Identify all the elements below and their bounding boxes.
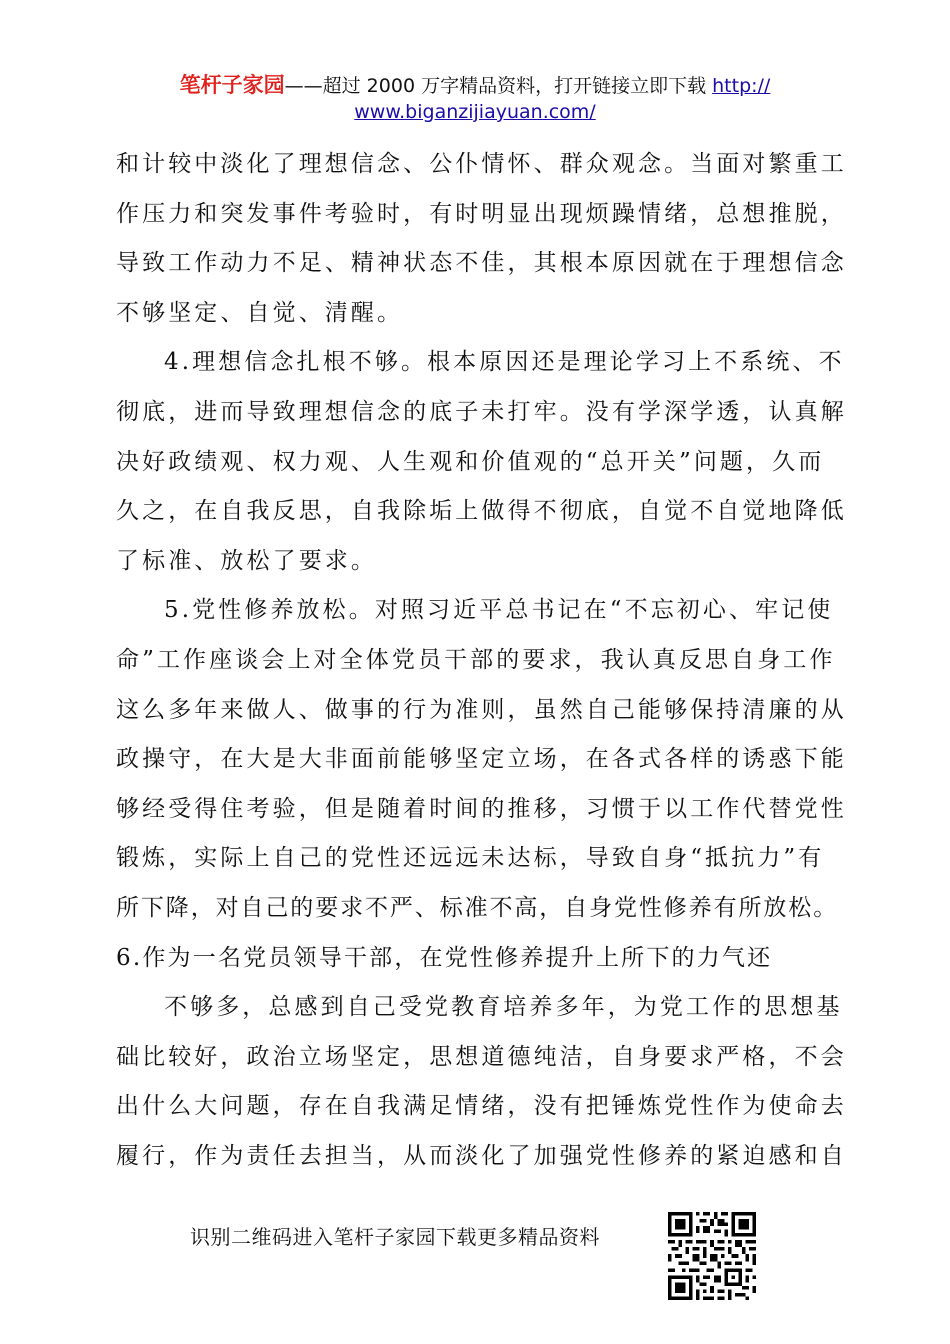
paragraph-line: 了标准、放松了要求。 bbox=[116, 547, 377, 574]
paragraph-line: 政操守，在大是大非面前能够坚定立场，在各式各样的诱惑下能 bbox=[116, 746, 847, 773]
paragraph-line: 作压力和突发事件考验时，有时明显出现烦躁情绪，总想推脱， bbox=[116, 200, 847, 227]
qr-code-icon[interactable] bbox=[668, 1212, 756, 1300]
paragraph-line: 这么多年来做人、做事的行为准则，虽然自己能够保持清廉的从 bbox=[116, 696, 847, 723]
paragraph-line: 础比较好，政治立场坚定，思想道德纯洁，自身要求严格，不会 bbox=[116, 1043, 847, 1070]
paragraph-line: 不够坚定、自觉、清醒。 bbox=[116, 299, 404, 326]
download-link-part1[interactable]: http:// bbox=[712, 75, 771, 97]
paragraph-line: 出什么大问题，存在自我满足情绪，没有把锤炼党性作为使命去 bbox=[116, 1093, 847, 1120]
download-link-part2[interactable]: www.biganzijiayuan.com/ bbox=[354, 101, 596, 123]
paragraph-line: 命”工作座谈会上对全体党员干部的要求，我认真反思自身工作 bbox=[116, 646, 836, 673]
paragraph-line: 彻底，进而导致理想信念的底子未打牢。没有学深学透，认真解 bbox=[116, 398, 847, 425]
paragraph-line: 久之，在自我反思，自我除垢上做得不彻底，自觉不自觉地降低 bbox=[116, 498, 847, 525]
document-body bbox=[116, 140, 846, 1181]
header-line-2 bbox=[0, 99, 950, 125]
paragraph-line: 锻炼，实际上自己的党性还远远未达标，导致自身“抵抗力”有 bbox=[116, 845, 825, 872]
paragraph-line: 导致工作动力不足、精神状态不佳，其根本原因就在于理想信念 bbox=[116, 250, 847, 277]
paragraph-line: 不够多，总感到自己受党教育培养多年，为党工作的思想基 bbox=[164, 994, 843, 1021]
paragraph-line: 够经受得住考验，但是随着时间的推移，习惯于以工作代替党性 bbox=[116, 795, 847, 822]
page-header bbox=[0, 72, 950, 125]
header-tagline: ——超过 2000 万字精品资料，打开链接立即下载 bbox=[284, 75, 713, 97]
header-line-1 bbox=[0, 72, 950, 99]
paragraph-line: 5.党性修养放松。对照习近平总书记在“不忘初心、牢记使 bbox=[164, 597, 834, 624]
paragraph-line: 履行，作为责任去担当，从而淡化了加强党性修养的紧迫感和自 bbox=[116, 1142, 847, 1169]
paragraph-line: 所下降，对自己的要求不严、标准不高，自身党性修养有所放松。 bbox=[116, 894, 839, 921]
paragraph-line: 决好政绩观、权力观、人生观和价值观的“总开关”问题，久而 bbox=[116, 448, 825, 475]
footer-caption: 识别二维码进入笔杆子家园下载更多精品资料 bbox=[190, 1225, 600, 1249]
paragraph-line: 和计较中淡化了理想信念、公仆情怀、群众观念。当面对繁重工 bbox=[116, 151, 847, 177]
brand-name: 笔杆子家园 bbox=[179, 73, 285, 97]
paragraph-heading: 6.作为一名党员领导干部，在党性修养提升上所下的力气还 bbox=[116, 944, 773, 971]
paragraph-line: 4.理想信念扎根不够。根本原因还是理论学习上不系统、不 bbox=[164, 349, 845, 376]
